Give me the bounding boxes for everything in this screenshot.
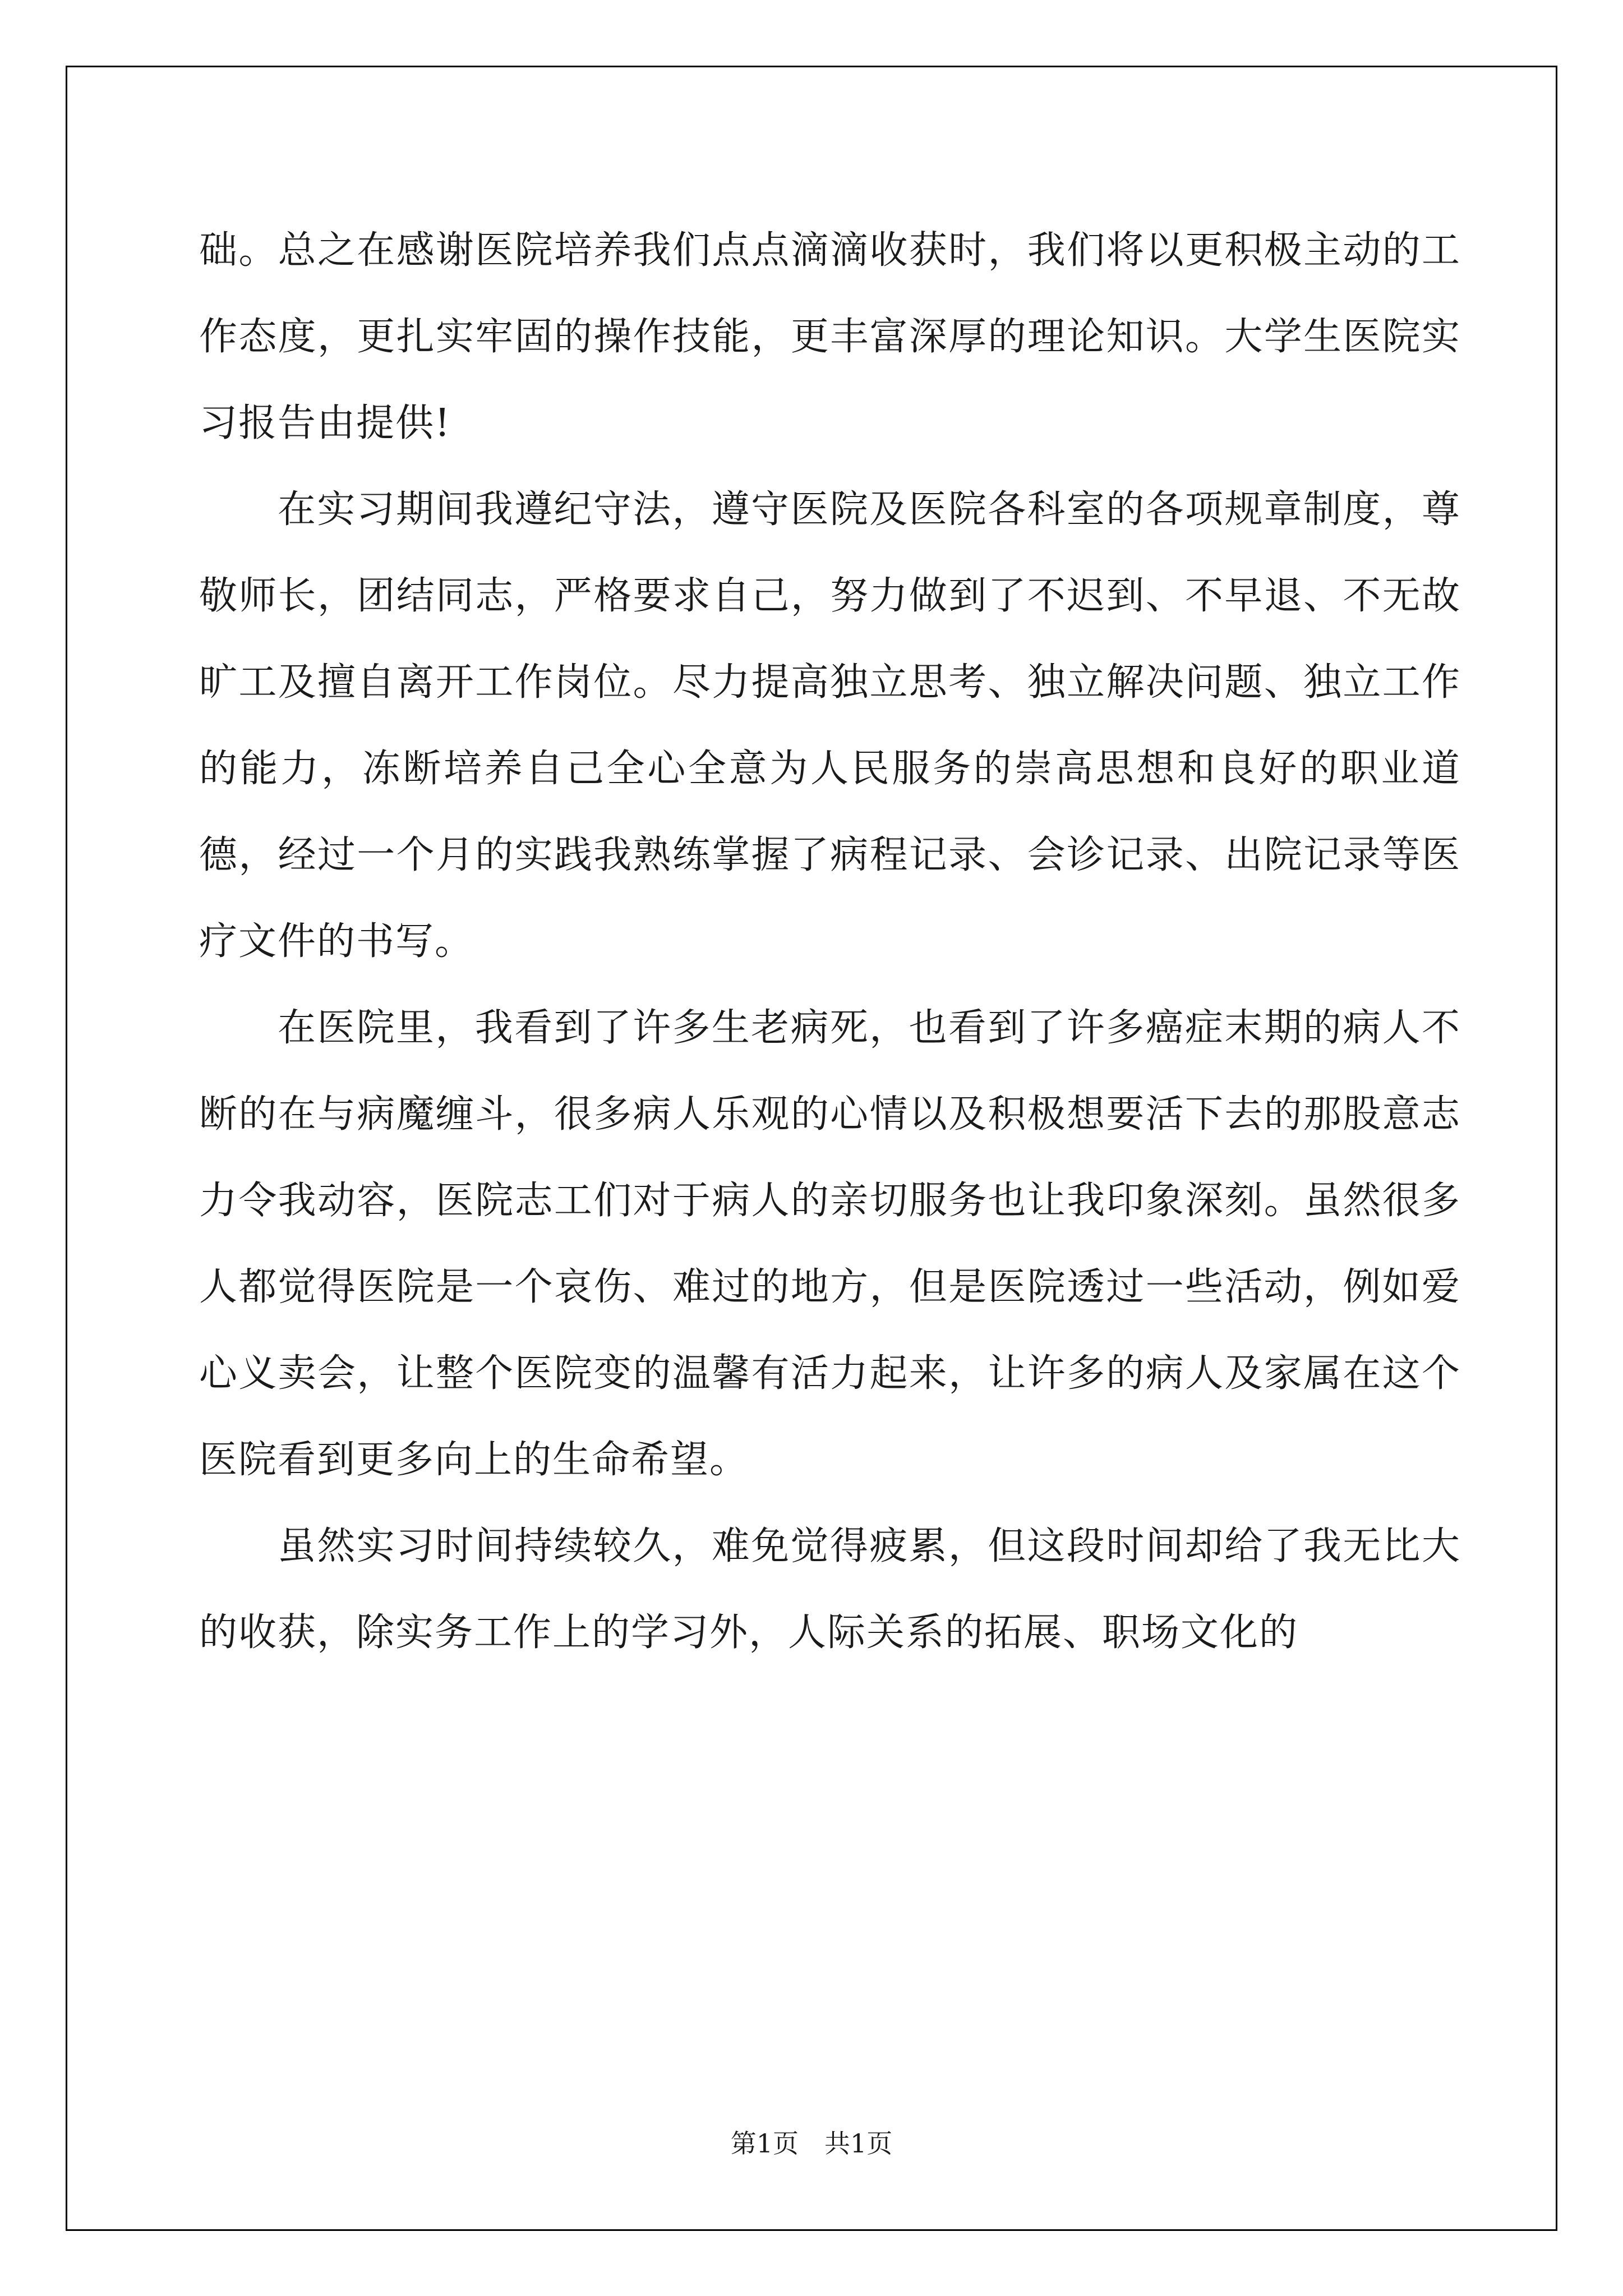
paragraph-2: 在实习期间我遵纪守法，遵守医院及医院各科室的各项规章制度，尊敬师长，团结同志，严格要求自己，努力做到了不迟到、不早退、不无故旷工及擅自离开工作岗位。尽力提高独立思考、独立解决问题、独立工作的能力，冻断培养自己全心全意为人民服务的崇高思想和良好的职业道德，经过一个月的实践我熟练掌握了病程记录、会诊记录、出院记录等医疗文件的书写。 xyxy=(199,487,1461,964)
paragraph-3: 在医院里，我看到了许多生老病死，也看到了许多癌症末期的病人不断的在与病魔缠斗，很多病人乐观的心情以及积极想要活下去的那股意志力令我动容，医院志工们对于病人的亲切服务也让我印象深刻。虽然很多人都觉得医院是一个哀伤、难过的地方，但是医院透过一些活动，例如爱心义卖会，让整个医院变的温馨有活力起来，让许多的病人及家属在这个医院看到更多向上的生命希望。 xyxy=(199,1006,1461,1482)
paragraph-4: 虽然实习时间持续较久，难免觉得疲累，但这段时间却给了我无比大的收获，除实务工作上的学习外，人际关系的拓展、职场文化的 xyxy=(199,1524,1461,1655)
document-body xyxy=(199,208,1461,1676)
page-number-footer: 第1页 共1页 xyxy=(730,2128,893,2159)
paragraph-1: 础。总之在感谢医院培养我们点点滴滴收获时，我们将以更积极主动的工作态度，更扎实牢固的操作技能，更丰富深厚的理论知识。大学生医院实习报告由提供! xyxy=(199,228,1461,445)
